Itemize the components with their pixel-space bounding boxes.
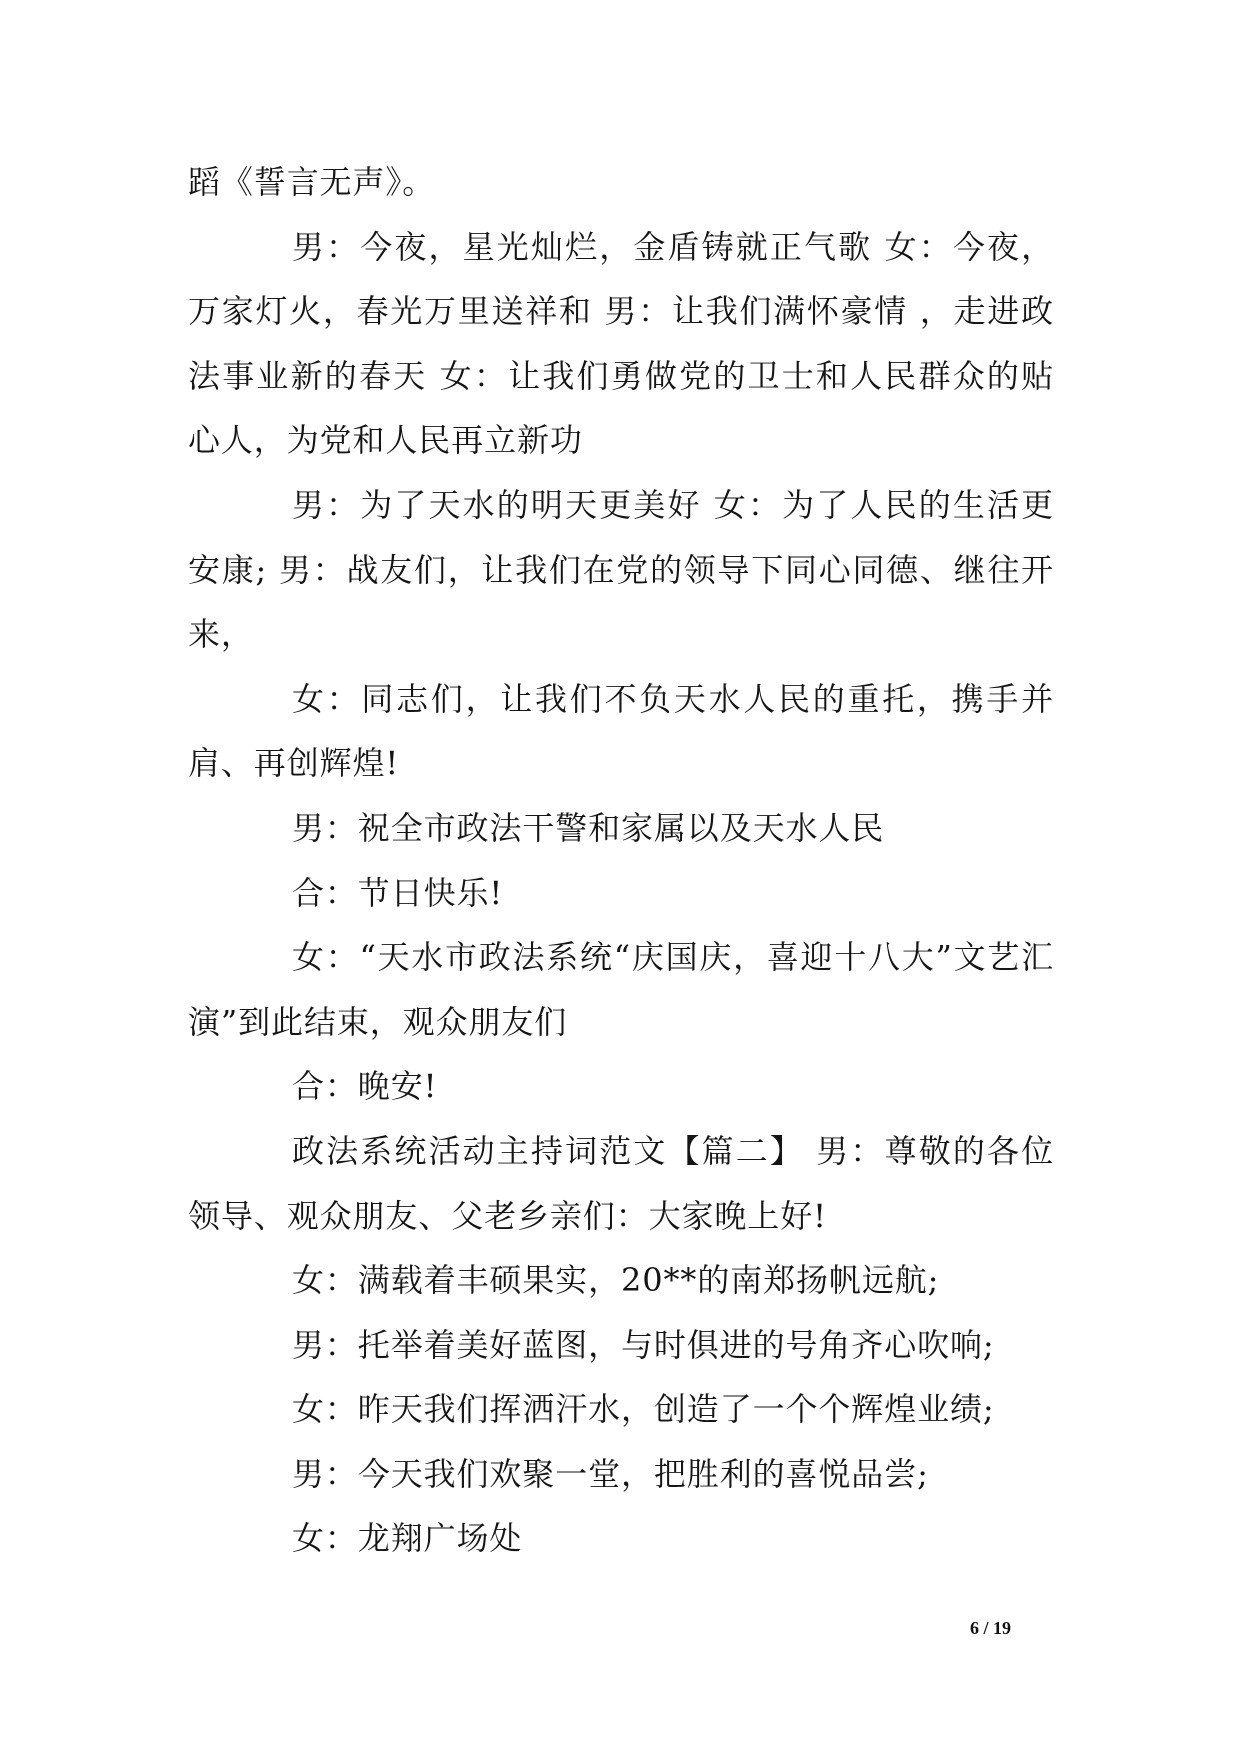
paragraph-13: 男：今天我们欢聚一堂，把胜利的喜悦品尝; [292, 1454, 929, 1493]
page-number: 6 / 19 [970, 1618, 1012, 1638]
paragraph-11: 男：托举着美好蓝图，与时俱进的号角齐心吹响; [292, 1325, 995, 1364]
paragraph-1: 蹈《誓言无声》。 [188, 163, 436, 201]
paragraph-4: 女：同志们，让我们不负天水人民的重托，携手并肩、再创辉煌! [188, 679, 1054, 783]
paragraph-12: 女：昨天我们挥洒汗水，创造了一个个辉煌业绩; [292, 1390, 995, 1429]
paragraph-9: 政法系统活动主持词范文【篇二】 男：尊敬的各位领导、观众朋友、父老乡亲们：大家晚上好! [188, 1131, 1054, 1235]
paragraph-7: 女：“天水市政法系统“庆国庆，喜迎十八大”文艺汇演”到此结束，观众朋友们 [188, 938, 1054, 1041]
paragraph-3: 男：为了天水的明天更美好 女：为了人民的生活更安康; 男：战友们，让我们在党的领导下同心同德、继往开来， [188, 485, 1054, 654]
paragraph-10: 女：满载着丰硕果实，20**的南郑扬帆远航; [292, 1261, 940, 1300]
paragraph-5: 男：祝全市政法干警和家属以及天水人民 [292, 808, 885, 847]
paragraph-2: 男：今夜，星光灿烂，金盾铸就正气歌 女：今夜，万家灯火，春光万里送祥和 男：让我们满怀豪情 ，走进政法事业新的春天 女：让我们勇做党的卫士和人民群众的贴心人，为党和人民再立新功 [188, 227, 1054, 460]
paragraph-14: 女：龙翔广场处 [292, 1519, 523, 1558]
document-body [188, 150, 1054, 1571]
paragraph-8: 合：晚安! [292, 1067, 438, 1106]
paragraph-6: 合：节日快乐! [292, 873, 504, 912]
